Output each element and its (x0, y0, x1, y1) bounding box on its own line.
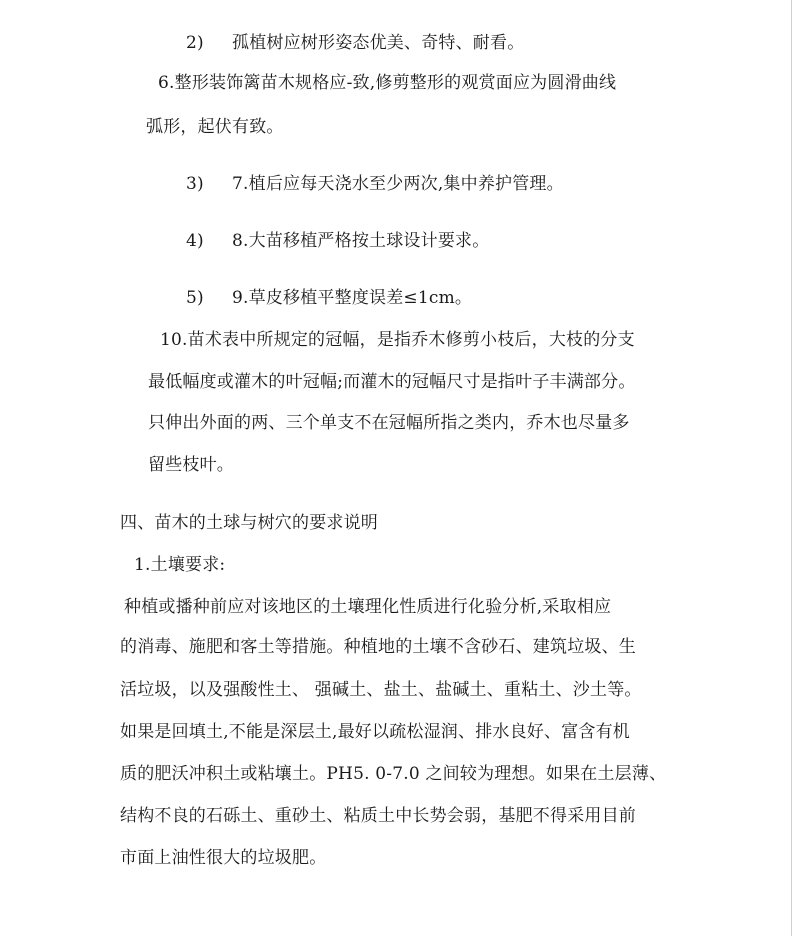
paragraph-10-line-2: 最低幅度或灌木的叶冠幅;而灌木的冠幅尺寸是指叶子丰满部分。 (148, 372, 636, 392)
list-item-text: 9.草皮移植平整度误差≤1cm。 (232, 288, 473, 308)
list-item-4 (186, 231, 489, 251)
paragraph-10-line-3: 只伸出外面的两、三个单支不在冠幅所指之类内，乔木也尽量多 (148, 413, 630, 433)
list-item-number: 5) (186, 288, 204, 308)
subsection-heading: 1.土壤要求: (134, 555, 226, 575)
soil-paragraph-line-7: 市面上油性很大的垃圾肥。 (120, 848, 327, 868)
soil-paragraph-line-2: 的消毒、施肥和客土等措施。种植地的土壤不含砂石、建筑垃圾、生 (120, 637, 636, 657)
soil-paragraph-line-3: 活垃圾，以及强酸性土、 强碱土、盐土、盐碱土、重粘土、沙土等。 (120, 680, 642, 700)
list-item-text: 8.大苗移植严格按土球设计要求。 (232, 231, 490, 251)
paragraph-10-line-4: 留些枝叶。 (148, 455, 234, 475)
list-item-number: 2) (186, 33, 204, 53)
list-item-text: 孤植树应树形姿态优美、奇特、耐看。 (232, 33, 525, 53)
list-item-text: 7.植后应每天浇水至少两次,集中养护管理。 (232, 174, 564, 194)
list-item-number: 3) (186, 174, 204, 194)
list-item-3 (186, 174, 564, 194)
list-item-5 (186, 288, 472, 308)
soil-paragraph-line-5: 质的肥沃冲积土或粘壤土。PH5. 0-7.0 之间较为理想。如果在土层薄、 (120, 764, 667, 784)
list-item-number: 4) (186, 231, 204, 251)
soil-paragraph-line-4: 如果是回填土,不能是深层土,最好以疏松湿润、排水良好、富含有机 (120, 722, 631, 742)
paragraph-6-line-2: 弧形，起伏有致。 (146, 117, 284, 137)
section-heading: 四、苗木的土球与树穴的要求说明 (120, 513, 378, 533)
paragraph-10-line-1: 10.苗术表中所规定的冠幅，是指乔木修剪小枝后，大枝的分支 (160, 330, 635, 350)
list-item-2 (186, 33, 524, 53)
paragraph-6-line-1: 6.整形装饰篱苗木规格应-致,修剪整形的观赏面应为圆滑曲线 (158, 73, 617, 93)
soil-paragraph-line-6: 结构不良的石砾土、重砂土、粘质土中长势会弱，基肥不得采用目前 (120, 806, 636, 826)
soil-paragraph-line-1: 种植或播种前应对该地区的土壤理化性质进行化验分析,采取相应 (124, 597, 612, 617)
